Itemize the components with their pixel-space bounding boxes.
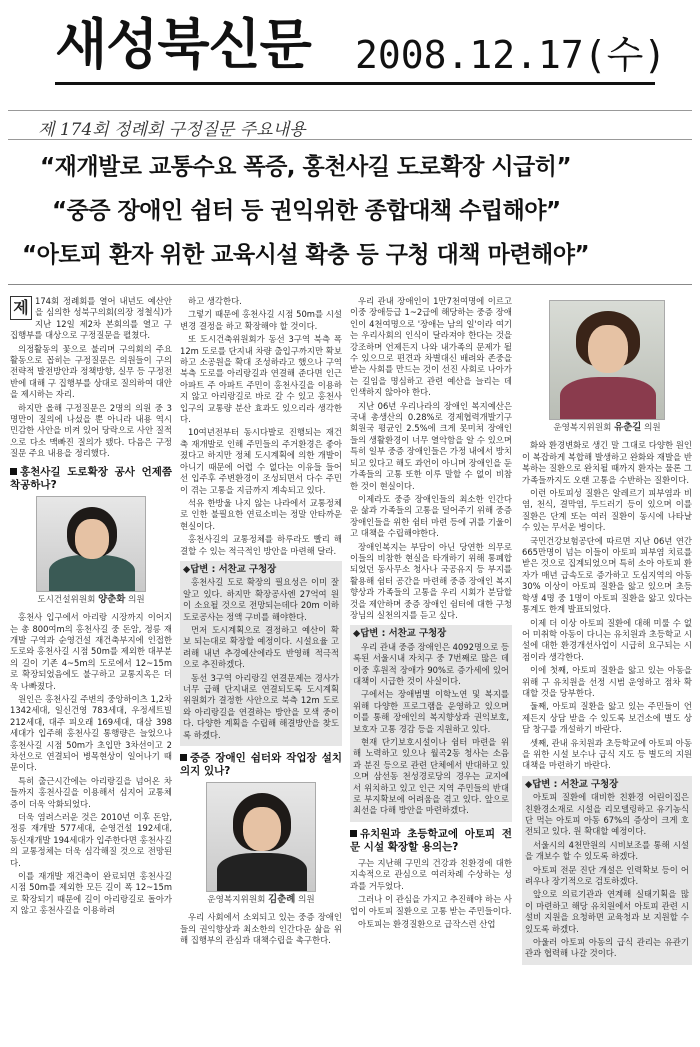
body-paragraph: 이를 재개발 재건축이 완료되면 홍천사길 시점 50m를 제외한 모든 길이 폭 12~15m로 확장되기 때문에 길이 아리랑길로 돌아가지 않고 홍천사길을 이용하려 bbox=[10, 871, 172, 916]
answer-paragraph: 서울시의 4천만원의 시비보조를 통해 시설을 개보수 할 수 있도록 하겠다. bbox=[525, 839, 689, 862]
body-paragraph: 석유 한방울 나지 않는 나라에서 교통정체로 인한 불필요한 연료소비는 정말 안타까운 현실이다. bbox=[180, 497, 342, 531]
answer-paragraph: 아토피 질환에 대비한 친환경 어린이집은 친환경소재로 시설을 리모델링하고 유기농식단 먹는 아토피 아동 67%의 증상이 크게 호전되고 있다. 원 확대할 예정이다. bbox=[525, 792, 689, 837]
body-paragraph: 더욱 염려스러운 것은 2010년 이후 돈암, 정릉 재개발 577세대, 순영건설 192세대, 동신재개발 194세대가 입주한다면 홍천사길의 교통정체는 더욱 심각해질 것으로 전망된다. bbox=[10, 812, 172, 868]
section-banner-text: 제 174회 정례회 구정질문 주요내용 bbox=[38, 120, 306, 140]
answer-heading: ◆답변 : 서찬교 구청장 bbox=[525, 778, 619, 790]
question-heading-2: 중증 장애인 쉼터와 작업장 설치 의지 있나? bbox=[180, 752, 342, 778]
newspaper-title: 새성북신문 bbox=[55, 13, 311, 76]
masthead-rule bbox=[55, 82, 655, 85]
answer-heading: ◆답변 : 서찬교 구청장 bbox=[183, 563, 277, 575]
answer-paragraph: 동선 3구역 아리랑길 연결문제는 경사가 너무 급해 단지내로 연결되도록 도시계획위원회가 결정한 사안으로 북측 12m 도로와 아리랑길을 연결하는 방안을 모색 중이다. 다양한 계획을 수립해 해결방안을 찾도록 하겠다. bbox=[183, 672, 339, 740]
body-paragraph: 장애인복지는 부담이 아닌 당연한 의무로 이들의 비참한 현실을 타개하기 위해 통폐합 되었던 동사무소 청사나 국공유지 등 부지를 활용해 쉼터 공간을 마련해 중증 장애인 복지향상과 가족들의 고통을 우리 시회가 분담할 것을 제안하며 중증 장애인 쉼터에 대한 구청장님의 실천의지를 듣고 싶다. bbox=[350, 541, 512, 620]
answer-box-1 bbox=[180, 561, 342, 746]
answer-box-2 bbox=[350, 625, 512, 822]
article-column-3 bbox=[350, 296, 512, 1046]
square-bullet-icon bbox=[350, 830, 357, 837]
photo-caption: 운영복지위원회 유춘길 의원 bbox=[553, 422, 661, 433]
square-bullet-icon bbox=[10, 468, 17, 475]
answer-paragraph: 아토피 전문 진단 개설은 인력확보 등이 어려우나 장기적으로 검토하겠다. bbox=[525, 864, 689, 887]
body-paragraph: 우리 사회에서 소외되고 있는 중증 장애인들의 권익향상과 최소한의 인간다운 삶을 위해 집행부의 관심과 대책수립을 촉구한다. bbox=[180, 912, 342, 946]
answer-paragraph: 홍천사길 도로 확장의 필요성은 이미 잘 알고 있다. 하지만 확장공사엔 27억여 원이 소요될 것으로 전망되는데다 20m 이하 도로공사는 정액 구비를 해야한다. bbox=[183, 577, 339, 622]
intro-paragraph: 174회 정례회를 열어 내년도 예산안을 심의한 성북구의회(의장 정철식)가 지난 12일 제2차 본회의를 열고 구 집행부를 대상으로 구정질문을 펼쳤다. bbox=[10, 296, 172, 341]
answer-box-3 bbox=[522, 776, 692, 965]
body-paragraph: 홍천사길의 교통정체를 하루라도 빨리 해결할 수 있는 적극적인 방안을 마련해 달라. bbox=[180, 534, 342, 556]
body-paragraph: 아토피는 환경질환으로 급작스런 산업 bbox=[358, 918, 496, 929]
question-heading-1: 홍천사길 도로확장 공사 언제쯤 착공하나? bbox=[10, 465, 172, 491]
answer-paragraph: 앞으로 의료기관과 연계해 실태기획을 많이 마련하고 해당 유치원에서 아토피 관련 시설비 지원을 요청하면 교육청과 보 지원할 수 있도록 하겠다. bbox=[525, 889, 689, 934]
intro-paragraph: 의정활동의 꽃으로 불리며 구의회의 주요 활동으로 꼽히는 구정질문은 의원들이 구의 전략적 발전방안과 정책방향, 실무 등 구정전반에 대해 구 집행부를 상대로 질의하여 대안을 제시하는 자리. bbox=[10, 343, 172, 400]
photo-caption: 운영복지위원회 김춘례 의원 bbox=[207, 894, 315, 906]
headline-1: “재개발로 교통수요 폭증, 홍천사길 도로확장 시급히” bbox=[40, 154, 572, 180]
body-paragraph: 둘째, 아토피 질환을 앓고 있는 주민들이 언제든지 상담 받을 수 있도록 보건소에 별도 상담 창구를 개설하기 바란다. bbox=[522, 701, 692, 735]
body-paragraph: 또 도시건축위원회가 동선 3구역 북측 폭 12m 도로를 단지내 차량 출입구까지만 확보하고 소공원을 확대 조성하라고 했으나 구역 북측 도로를 아리랑길과 연결해 준다면 인근 아파트 주 아파트 주민이 홍천사길을 이용하지 않고 아리랑길로 바로 갈 수 있고 홍천사 입구의 교통량 분산 효과도 있으리라 생각한다. bbox=[180, 334, 342, 425]
body-paragraph: 지난 06년 우리나라의 장애인 복지예산은 국내 총생산의 0.28%로 경제협력개발기구 회원국 평균인 2.5%에 크게 못미쳐 장애인들의 생활환경이 너무 열악함을 알 수 있으며 특히 일부 중증 장애인들은 가정 내에서 방치되고 있다고 해도 과언이 아니며 장애인을 둔 가족들의 고통 또한 이루 말할 수 없이 비참한 것이 현실이다. bbox=[350, 400, 512, 491]
body-paragraph: 이제라도 중증 장애인들의 최소한 인간다운 삶과 가족들의 고통을 덜어주기 위해 중증 장애인들을 위한 쉼터 마련 등에 귀를 기울이고 대책을 수립해야한다. bbox=[350, 493, 512, 539]
body-paragraph: 국민건강보험공단에 따르면 지난 06년 연간 665만명이 넘는 이들이 아토피 피부염 치료를 받은 것으로 집계되었으며 특히 소아 아토피 환자가 매년 급속도로 증가하고 도심지역의 아동 30% 이상이 아토피 질환을 앓고 있으며 초등학생 4명 중 1명이 아토피 질환을 앓고 있다는 통계도 한계 발표되었다. bbox=[522, 535, 692, 615]
councilor-photo-yang bbox=[36, 496, 146, 592]
body-paragraph: 10여년전부터 동시다발로 진행되는 재건축 재개발로 인해 주민들의 주거환경은 좋아졌다고 하지만 정체 도시계획에 의한 개발이 아니기 때문에 어렵 수 없다는 이유들 들어 선 입주후 주변환경이 조성되면서 다수 주민이 겪는 고통을 지금까지 계속되고 있다. bbox=[180, 427, 342, 495]
answer-paragraph: 먼저 도시계획으로 결정하고 예산이 확보 되는대로 확장할 예정이다. 시설요율 고려해 내년 추경예산에라도 반영해 적극적으로 추진하겠다. bbox=[183, 624, 339, 670]
masthead bbox=[55, 2, 667, 82]
body-paragraph: 이런 아토피성 질환은 알레르기 피부염과 비염, 천식, 결막염, 두드러기 등이 있으며 이를 질환은 단계 또는 여러 질환이 동시에 나타날 수 있는 무서운 병이다. bbox=[522, 488, 692, 533]
body-paragraph: 그러나 이 관심을 가지고 추진해야 하는 사업이 아토피 질환으로 고통 받는 주민들이다. bbox=[350, 894, 512, 916]
body-paragraph: 이에 첫째, 아토피 질환을 앓고 있는 아동을 위해 구 유치원을 선정 시범 운영하고 점차 확대할 것을 당부한다. bbox=[522, 665, 692, 698]
dropcap: 제 bbox=[10, 296, 32, 320]
article-column-2 bbox=[180, 296, 342, 1046]
headline-3: “아토피 환자 위한 교육시설 확충 등 구청 대책 마련해야” bbox=[22, 242, 590, 268]
answer-paragraph: 현재 단기보호시설이나 쉼터 마련을 위해 노력하고 있으나 월곡2동 청사는 소음과 분진 등으로 관련 단체에서 반대하고 있으며 삼선동 천성경로당의 경우는 교지에서 위치하고 있고 인근 지역 주민들의 반대로 부지확보에 어려움을 겪고 있다. 앞으로 최선을 다해 방안을 마련하겠다. bbox=[353, 737, 509, 816]
councilor-photo-kim bbox=[206, 782, 316, 892]
square-bullet-icon bbox=[180, 754, 187, 761]
answer-paragraph: 우리 관내 중증 장애인은 4092명으로 등록된 서울시내 자치구 중 7번째로 많은 데 이중 후원적 장애가 90%로 증가세에 있어 대책이 시급한 것이 사실이다. bbox=[353, 641, 509, 686]
answer-heading: ◆답변 : 서찬교 구청장 bbox=[353, 628, 447, 640]
intro-paragraph: 하지만 올해 구정질문은 2명의 의원 중 3명만이 질의에 나섰을 뿐 아니라 내용 역시 민감한 사안을 비켜 있어 당락으로 사안 질적으로 다소 맥빠진 질의가 됐다. 다음은 구정질문 주요 내용을 정리했다. bbox=[10, 402, 172, 459]
body-paragraph: 특히 출근시간에는 아리랑길을 넘어온 차들까지 홍천사길을 이용해서 심지어 교통체증이 더욱 악화되었다. bbox=[10, 775, 172, 809]
body-paragraph: 셋째, 관내 유치원과 초등학교에 아토피 아동을 위한 시설 보수나 급식 지도 등 별도의 지원 대책을 마련하기 바란다. bbox=[522, 737, 692, 771]
body-paragraph: 원인은 홍천사길 주변의 중앙하이츠 1,2차 1342세대, 일신건영 783세대, 우정세트빌 212세대, 대주 피오래 169세대, 대삼 398세대가 입주해 홍천사길 통행량은 늘었으나 홍천사길 시점 50m가 초입만 3차선이고 2차선으로 연결되어 병목현상이 일어나기 때문이다. bbox=[10, 693, 172, 773]
headline-2: “중증 장애인 쉼터 등 권익위한 종합대책 수립해야” bbox=[52, 198, 561, 224]
section-banner bbox=[8, 110, 692, 140]
answer-paragraph: 구에서는 장애범별 이학노연 및 복지를 위해 다양한 프로그램을 운영하고 있으며 이를 통해 장애인의 복지향상과 권익보호, 보호자 고통 경감 등을 지원하고 있다. bbox=[353, 689, 509, 734]
body-paragraph: 홍천사 입구에서 아리랑 시장까지 이어지는 총 800여m의 홍천사길 중 돈암, 정릉 재개발 구역과 순영건설 재건축부지에 인접한 도로와 홍천사길 시점 50m를 제외한 대부분의 길이 기존 4~5m의 도로에서 12~15m로 확장되었음에도 불구하고 교통지옥은 더욱 나빠졌다. bbox=[10, 612, 172, 691]
body-paragraph: 구는 지난해 구민의 건강과 친환경에 대한 지속적으로 관심으로 여러차례 수상하는 성과를 거두었다. bbox=[350, 857, 512, 891]
body-paragraph: 그렇기 때문에 홍천사길 시점 50m를 시설변경 결정을 하고 확장해야 할 것이다. bbox=[180, 309, 342, 331]
body-paragraph: 이제 더 이상 아토피 질환에 대해 미룰 수 없어 미취학 아동이 다니는 유치원과 초등학교 시설에 대한 환경개선사업이 시급히 요구되는 시점이라 생각한다. bbox=[522, 617, 692, 662]
answer-paragraph: 아울러 아토피 아동의 급식 관리는 유관기관과 협력해 나갈 것이다. bbox=[525, 937, 689, 959]
article-column-1 bbox=[10, 296, 172, 1046]
issue-date: 2008.12.17(수) bbox=[355, 33, 667, 77]
body-paragraph: 하고 생각한다. bbox=[188, 296, 242, 306]
headline-rule bbox=[8, 284, 692, 285]
photo-caption: 도시건설위원회 양춘화 의원 bbox=[37, 593, 145, 605]
body-paragraph: 화와 환경변화로 생긴 말 그대로 다양한 원인이 복잡하게 복합해 발생하고 완화와 재발을 반복하는 질환으로 완치될 때까지 환자는 물론 그 가족들까지도 오랜 고통을 수반하는 질환이다. bbox=[522, 440, 692, 485]
question-heading-3: 유치원과 초등학교에 아토피 전문 시설 확장할 용의는? bbox=[350, 827, 512, 853]
article-column-4 bbox=[522, 296, 692, 1046]
body-paragraph: 우리 관내 장애인이 1만7천여명에 이르고 이중 장애등급 1~2급에 해당하는 중증 장애인이 4천여명으로 '장애는 남의 일'이라 여기는 우리사회의 인식이 달라져야 한다는 것을 강조하며 언제든지 나와 내가족의 문제가 될 수 있으므로 편견과 차별대신 배려와 존중을 받는 사회를 만드는 것이 선진 사회로 나아가는 길임을 명심하고 관련 예산을 늘리는 데 인색하지 않아야 한다. bbox=[350, 296, 512, 398]
councilor-photo-yu bbox=[549, 300, 665, 420]
